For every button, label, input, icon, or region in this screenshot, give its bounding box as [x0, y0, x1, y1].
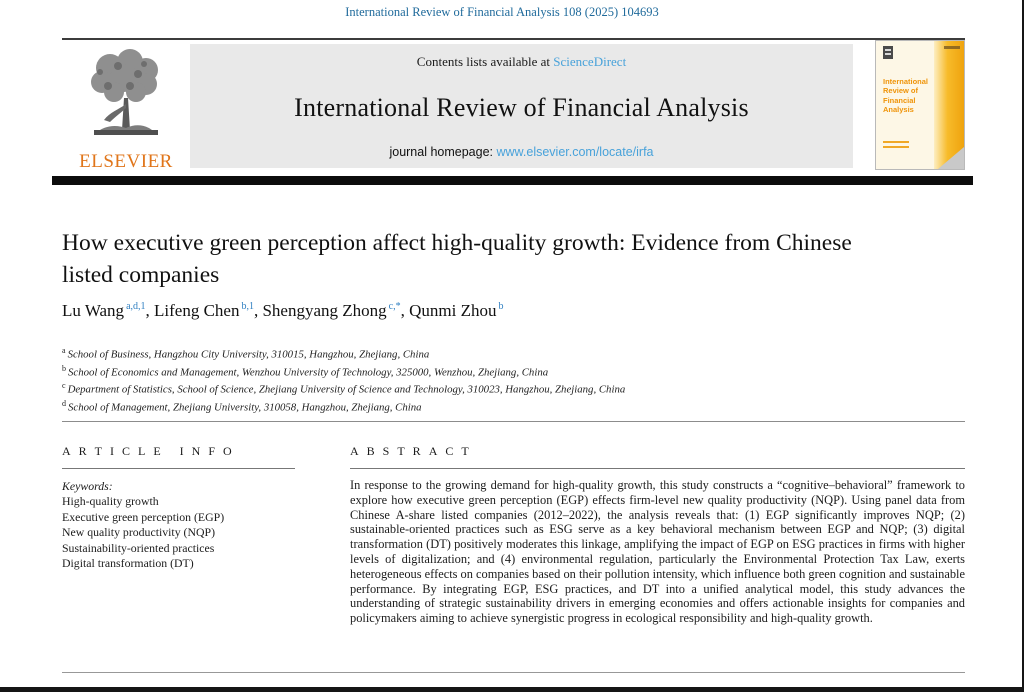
- running-head-citation: International Review of Financial Analysis 108 (2025) 104693: [345, 5, 659, 19]
- article-info-column: [62, 444, 295, 626]
- abstract-heading: A B S T R A C T: [350, 444, 473, 458]
- header-spacer: [853, 40, 875, 170]
- journal-banner: [190, 44, 853, 168]
- affiliation-list: [62, 344, 942, 414]
- keyword: Sustainability-oriented practices: [62, 540, 215, 555]
- author-affil-superscript: b: [498, 301, 504, 313]
- cover-corner-fold: [938, 147, 964, 169]
- affiliation: $^a$ School of Business, Hangzhou City University, 310015, Hangzhou, Zhejiang, China: [62, 346, 430, 361]
- cover-issn-mark: [944, 46, 960, 49]
- viewer-bottom-edge: [0, 687, 1024, 692]
- page-bottom-rule: [62, 672, 965, 673]
- cover-title: International Review of Financial Analysis: [883, 77, 929, 115]
- cover-elsevier-mini-logo-icon: [883, 46, 893, 59]
- cover-editor-lines: [883, 141, 909, 151]
- section-top-rule: [62, 421, 965, 422]
- article-info-heading: A R T I C L E I N F O: [62, 444, 236, 458]
- article-title: How executive green perception affect high-quality growth: Evidence from Chinese listed companies: [62, 230, 852, 289]
- keyword: High-quality growth: [62, 494, 159, 508]
- affiliation-marker: d: [62, 398, 66, 408]
- affiliation: $^d$ School of Management, Zhejiang University, 310058, Hangzhou, Zhejiang, China: [62, 398, 422, 414]
- author-affil-superscript: c,*: [388, 301, 401, 313]
- author-list: [62, 301, 922, 321]
- author: Qunmi Zhou $^b$: [409, 301, 504, 320]
- article-info-rule: [62, 468, 295, 469]
- journal-title: International Review of Financial Analysis: [294, 92, 749, 122]
- keyword: New quality productivity (NQP): [62, 525, 216, 540]
- affiliation: $^b$ School of Economics and Management, Wenzhou University of Technology, 325000, Wenzhou, Zhejiang, China: [62, 363, 549, 379]
- keyword: Digital transformation (DT): [62, 556, 194, 571]
- keywords-label: Keywords:: [62, 479, 113, 493]
- affiliation: $^c$ Department of Statistics, School of Science, Zhejiang University of Science and Technology, 310023, Hangzhou, Zhejiang, China: [62, 381, 626, 396]
- affiliation-marker: b: [62, 363, 66, 373]
- elsevier-tree-icon: [80, 46, 172, 150]
- journal-homepage-link[interactable]: www.elsevier.com/locate/irfa: [496, 145, 654, 159]
- affiliation-marker: c: [62, 381, 66, 391]
- author: Lifeng Chen $^{b,1}$,: [154, 301, 259, 320]
- abstract-column: [350, 444, 965, 626]
- column-gap: [295, 444, 350, 626]
- journal-header: [62, 38, 965, 170]
- journal-cover-thumbnail: [875, 40, 965, 170]
- author: Shengyang Zhong $^{c,*}$,: [262, 301, 405, 320]
- keyword: Executive green perception (EGP): [62, 509, 225, 524]
- author-affil-superscript: a,d,1: [126, 301, 146, 313]
- abstract-rule: [350, 468, 965, 469]
- abstract-text: In response to the growing demand for high-quality growth, this study constructs a “cognitive–behavioral” framework to explore how executive green perception (EGP) effects firm-level new quality productivity (NQP). Using panel data from Chinese A-share listed companies (2012–2022), the analysis reveals that: (1) EGP significantly improves NQP; (2) sustainable-oriented practices such as ESG serve as a key behavioral mechanism between EGP and NQP; (3) digital transformation (DT) positively moderates this linkage, amplifying the impact of EGP on ESG practices in firms with higher levels of digitalization; and (4) environmental regulation, particularly the Environmental Protection Tax Law, exerts heterogeneous effects on companies based on their pollution intensity, which influence both green cognition and sustainable performance. By integrating EGP, ESG practices, and DT into a unified analytical model, this study advances the understanding of strategic sustainability drivers in emerging economies and offers actionable insights for companies and policymakers aiming to achieve synergistic progress in ecological responsibility and high-quality growth.: [350, 478, 965, 626]
- homepage-line: journal homepage: www.elsevier.com/locate/irfa: [389, 145, 654, 159]
- elsevier-logo: [62, 40, 190, 170]
- author-affil-superscript: b,1: [241, 301, 254, 313]
- contents-line: Contents lists available at ScienceDirect: [416, 54, 627, 69]
- info-abstract-section: [62, 444, 965, 626]
- sciencedirect-link[interactable]: ScienceDirect: [553, 54, 627, 69]
- header-divider-bar: [52, 176, 973, 185]
- author: Lu Wang $^{a,d,1}$,: [62, 301, 150, 320]
- affiliation-marker: a: [62, 346, 66, 355]
- elsevier-logo-text: ELSEVIER: [79, 151, 173, 172]
